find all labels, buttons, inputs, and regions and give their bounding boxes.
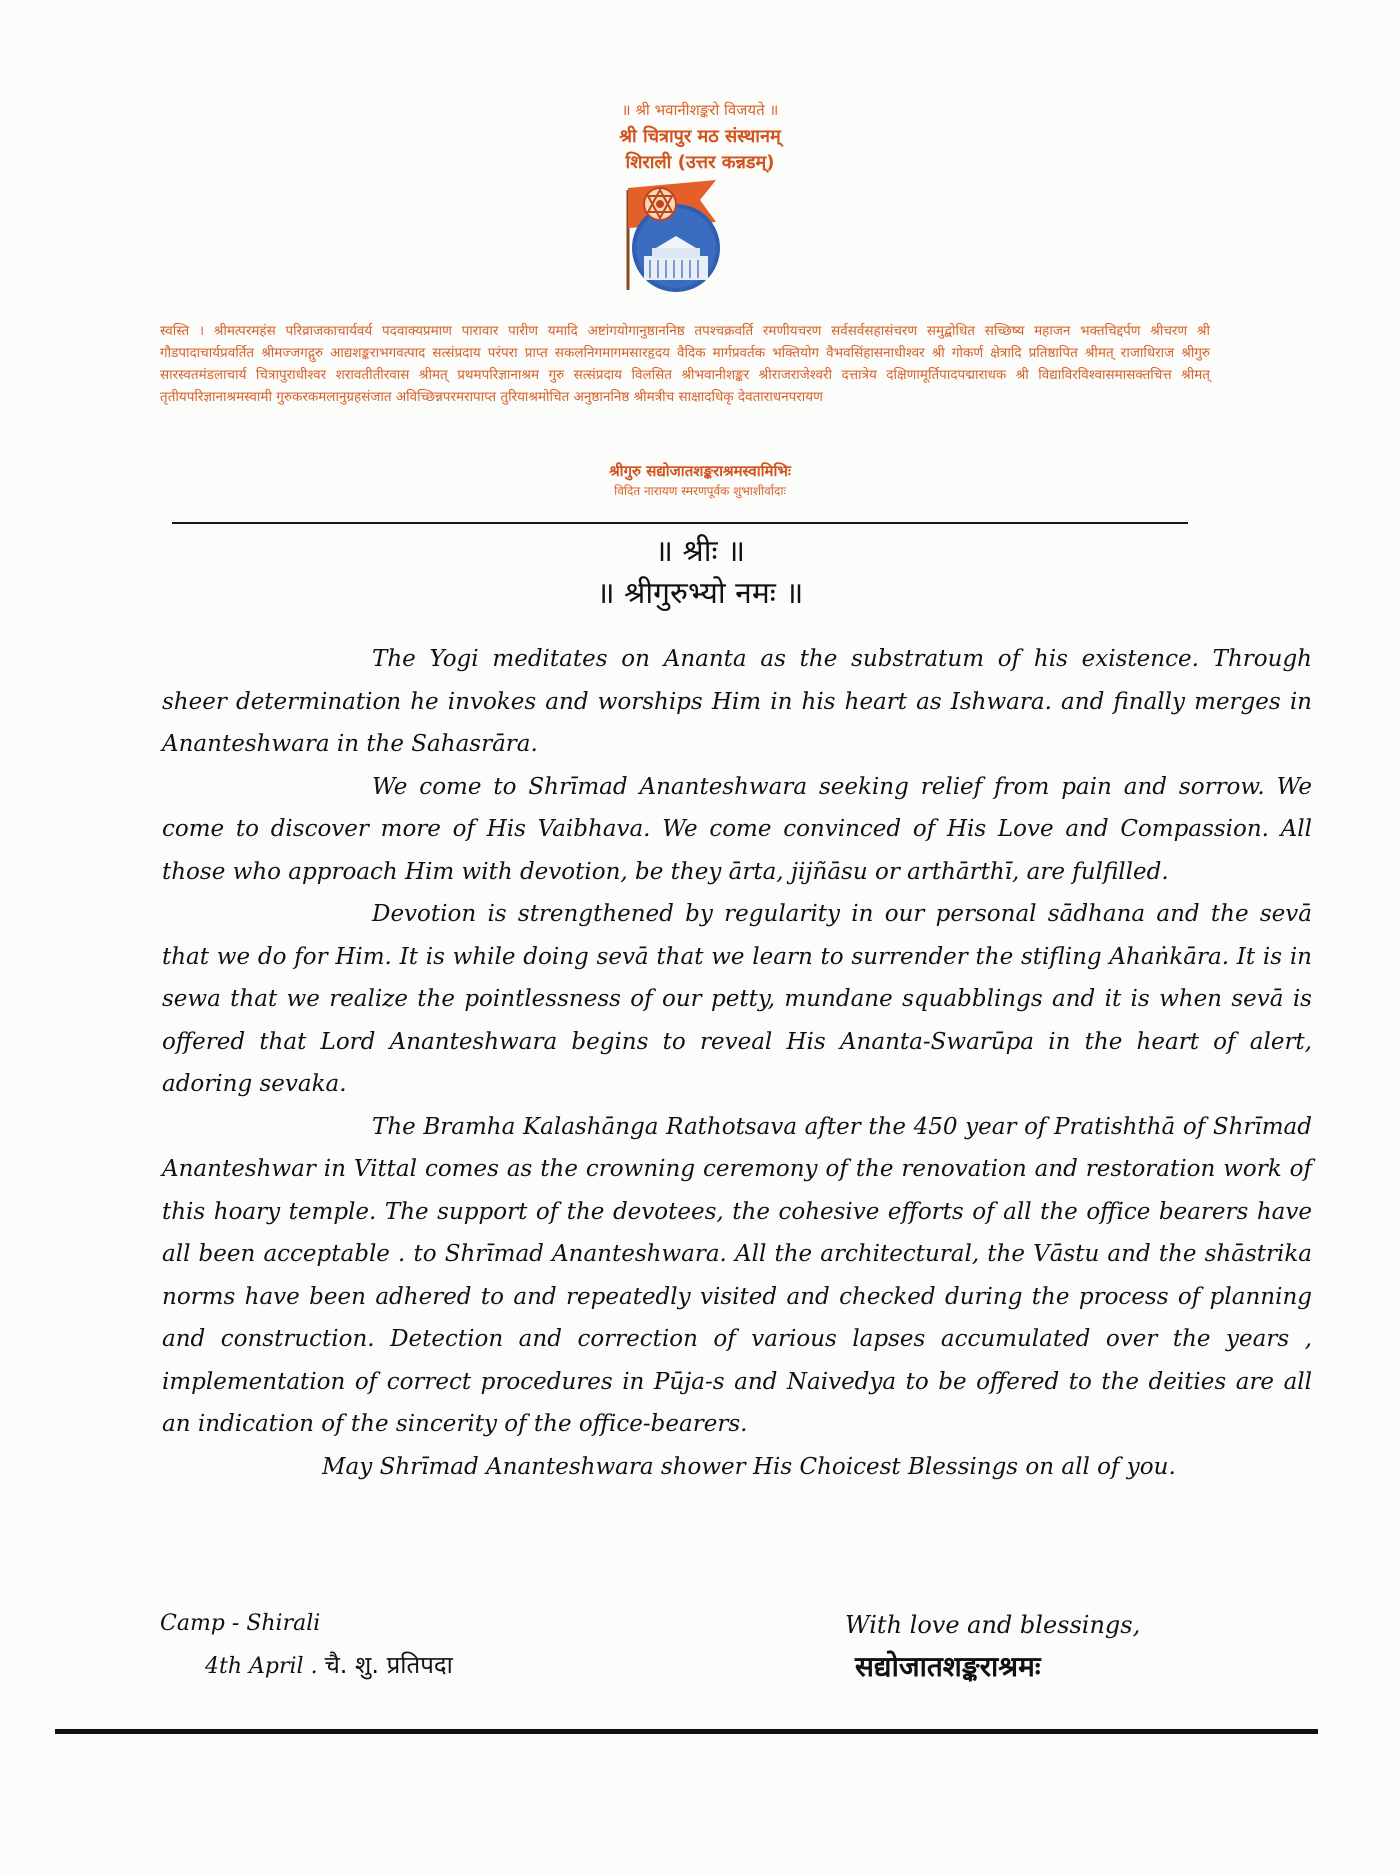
date-english: 4th April: [205, 1654, 304, 1679]
chitrapur-math-emblem-icon: [608, 170, 728, 295]
top-divider: [172, 522, 1188, 524]
invocation-gurubhyo: ॥ श्रीगुरुभ्यो नमः ॥: [596, 576, 804, 611]
camp-location: Camp - Shirali: [160, 1611, 321, 1636]
letterhead-invocation: ॥ श्री भवानीशङ्करो विजयते ॥: [621, 101, 779, 119]
closing-salutation: With love and blessings,: [845, 1611, 1141, 1639]
paragraph-blessing: May Shrīmad Ananteshwara shower His Choicest Blessings on all of you.: [322, 1453, 1176, 1480]
letterhead: [0, 100, 1400, 176]
swamiji-name: श्रीगुरु सद्योजातशङ्कराश्रमस्वामिभिः: [609, 462, 791, 480]
swamiji-subtitle: विदित नारायण स्मरणपूर्वक शुभाशीर्वादाः: [614, 484, 786, 498]
paragraph-yogi: The Yogi meditates on Ananta as the substratum of his existence. Through sheer determination he invokes and worships Him in his heart as Ishwara. and finally merges in Ananteshwara in the Sahasrāra.: [162, 646, 1312, 757]
paragraph-rathotsava: The Bramha Kalashānga Rathotsava after the 450 year of Pratishthā of Shrīmad Ananteshwar in Vittal comes as the crowning ceremony of the renovation and restoration work of this hoary temple. The support of the devotees, the cohesive efforts of all the office bearers have all been acceptable . to Shrīmad Ananteshwara. All the architectural, the Vāstu and the shāstrika norms have been adhered to and repeatedly visited and checked during the process of planning and construction. Detection and correction of various lapses accumulated over the years , implementation of correct procedures in Pūja-s and Naivedya to be offered to the deities are all an indication of the sincerity of the office-bearers.: [162, 1113, 1312, 1437]
math-name: श्री चित्रापुर मठ संस्थानम्: [619, 126, 781, 147]
swamiji-block: [0, 460, 1400, 500]
bottom-divider: [55, 1729, 1318, 1734]
paragraph-relief: We come to Shrīmad Ananteshwara seeking relief from pain and sorrow. We come to discover more of His Vaibhava. We come convinced of His Love and Compassion. All those who approach Him with devotion, be they ārta, jijñāsu or arthārthī, are fulfilled.: [162, 773, 1312, 885]
paragraph-devotion: Devotion is strengthened by regularity in our personal sādhana and the sevā that we do for Him. It is while doing sevā that we learn to surrender the stifling Ahaṅkāra. It is in sewa that we realize the pointlessness of our petty, mundane squabblings and it is when sevā is offered that Lord Ananteshwara begins to reveal His Ananta-Swarūpa in the heart of alert, adoring sevaka.: [162, 901, 1312, 1097]
math-place: शिराली (उत्तर कन्नडम्): [625, 152, 775, 173]
date-devanagari: चै. शु. प्रतिपदा: [324, 1651, 453, 1679]
swamiji-signature: सद्योजातशङ्कराश्रमः: [855, 1650, 1041, 1683]
prashasti-text: स्वस्ति । श्रीमत्परमहंस परिव्राजकाचार्यवर्य पदवाक्यप्रमाण पारावार पारीण यमादि अष्टांगयोगानुष्ठाननिष्ठ तपश्चक्रवर्ति रमणीयचरण सर्वसर्वसहासंचरण समुद्बोधित सच्छिष्य महाजन भक्तचिद्दर्पण श्रीचरण श्री गौडपादाचार्यप्रवर्तित श्रीमज्जगद्गुरु आद्यशङ्कराभगवत्पाद सत्संप्रदाय परंपरा प्राप्त सकलनिगमागमसारहृदय वैदिक मार्गप्रवर्तक भक्तियोग वैभवसिंहासनाधीश्वर श्री गोकर्ण क्षेत्रादि प्रतिष्ठापित श्रीमत् राजाधिराज श्रीगुरु सारस्वतमंडलाचार्य चित्रापुराधीश्वर शरावतीतीरवास श्रीमत् प्रथमपरिज्ञानाश्रम गुरु सत्संप्रदाय विलसित श्रीभवानीशङ्कर श्रीराजराजेश्वरी दत्तात्रेय दक्षिणामूर्तिपादपद्माराधक श्री विद्याविरविश्वासमासक्तचित्त श्रीमत् तृतीयपरिज्ञानाश्रमस्वामी गुरुकरकमलानुग्रहसंजात अविच्छिन्नपरमरापाप्त तुरियाश्रमोचित अनुष्ठाननिष्ठ श्रीमत्रीच साक्षादधिकृ देवताराधनपरायण: [160, 323, 1210, 405]
date-line: 4th April . चै. शु. प्रतिपदा: [205, 1651, 453, 1679]
letter-body: [162, 638, 1312, 1488]
invocation-shri: ॥ श्रीः ॥: [654, 534, 746, 569]
